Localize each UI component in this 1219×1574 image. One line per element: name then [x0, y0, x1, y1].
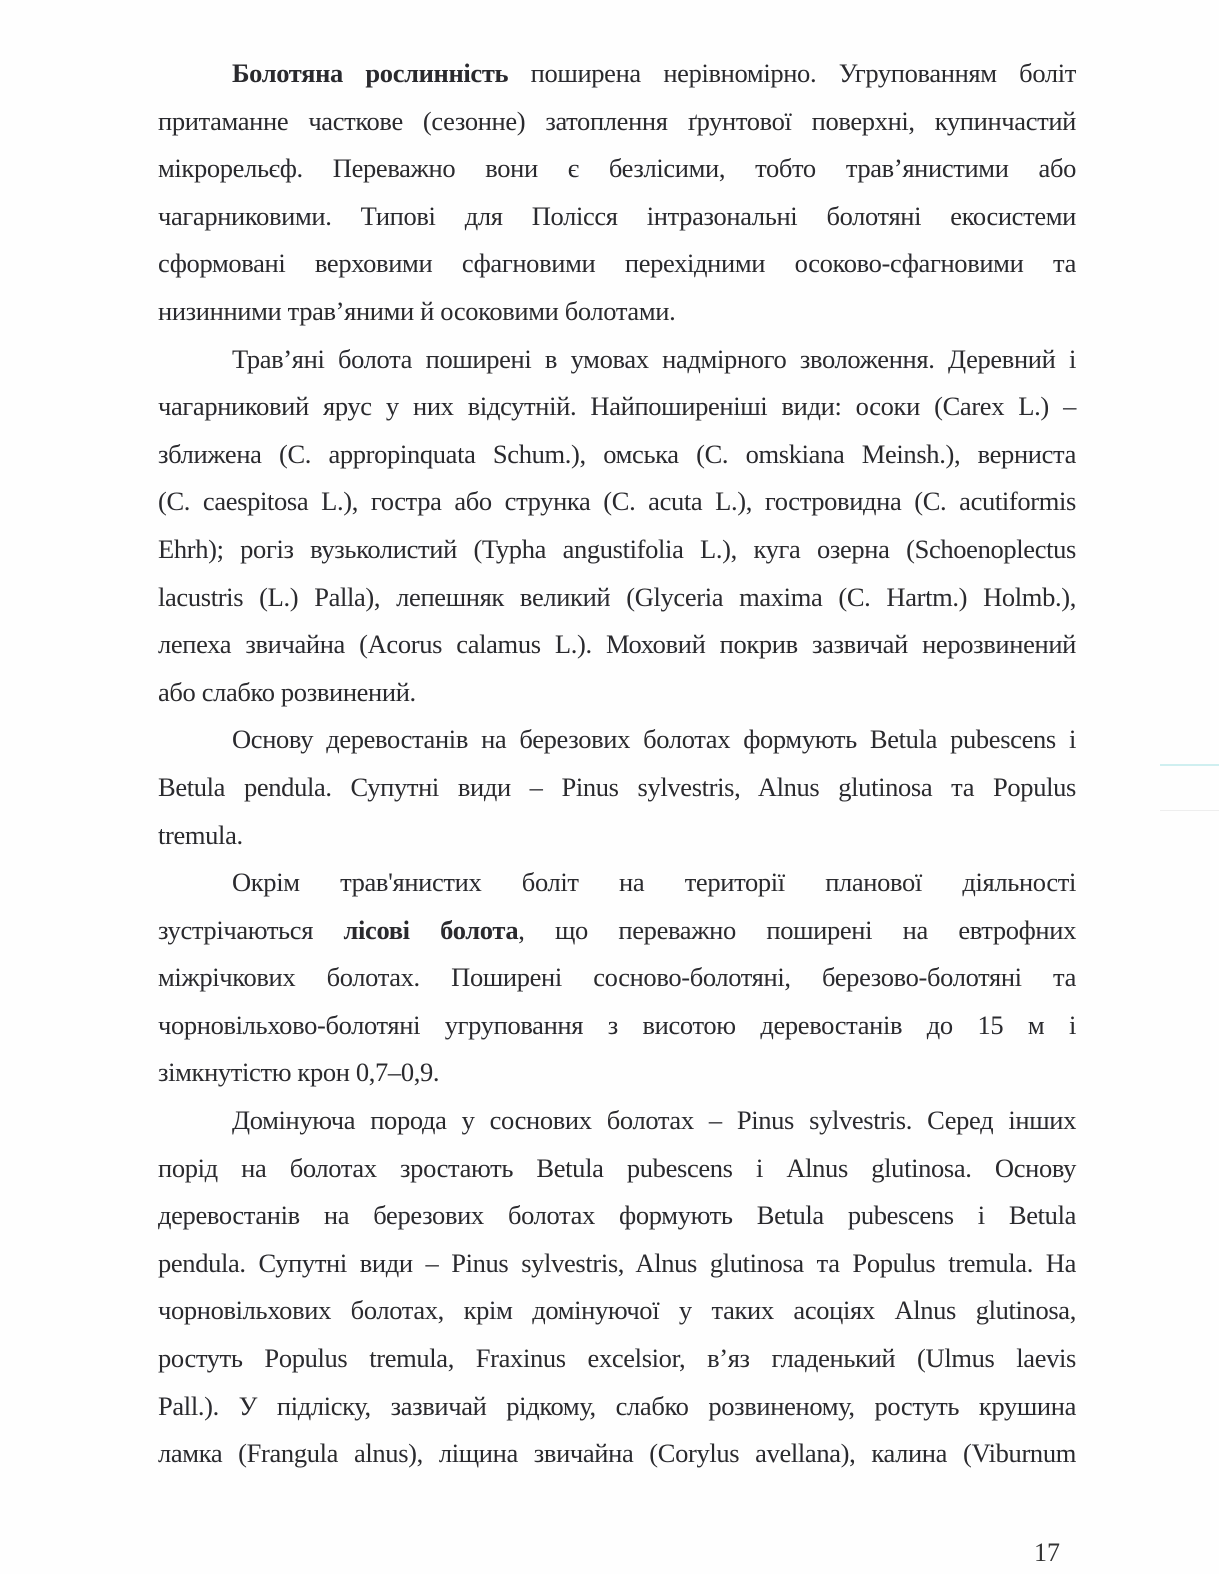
- text-line: порід на болотах зростають Betula pubescens і Alnus glutinosa. Основу: [158, 1152, 1076, 1183]
- text-line: сформовані верховими сфагновими перехідними осоково-сфагновими та: [158, 248, 1076, 279]
- text-line: низинними трав’яними й осоковими болотами.: [158, 295, 676, 326]
- paragraph-bog-vegetation: [158, 50, 1076, 336]
- text-line: лепеха звичайна (Acorus calamus L.). Моховий покрив зазвичай нерозвинений: [158, 629, 1076, 660]
- text-line: ростуть Populus tremula, Fraxinus excelsior, в’яз гладенький (Ulmus laevis: [158, 1343, 1076, 1374]
- paragraph-pine-bogs: [158, 1097, 1076, 1478]
- scan-artifact: [1160, 764, 1219, 766]
- paragraph-grass-bogs: [158, 336, 1076, 717]
- text-line: (C. caespitosa L.), гостра або струнка (C. acuta L.), гостровидна (C. acutiformis: [158, 486, 1076, 517]
- text-line: зімкнутістю крон 0,7–0,9.: [158, 1057, 440, 1088]
- page-number: 17: [1034, 1538, 1060, 1567]
- text-line: pendula. Супутні види – Pinus sylvestris, Alnus glutinosa та Populus tremula. На: [158, 1247, 1076, 1278]
- text-line: або слабко розвинений.: [158, 676, 416, 707]
- text-line: Трав’яні болота поширені в умовах надмірного зволоження. Деревний і: [232, 343, 1076, 374]
- text-line: чагарниковий ярус у них відсутній. Найпоширеніші види: осоки (Carex L.) –: [158, 391, 1076, 422]
- text-line: чорновільхових болотах, крім домінуючої у таких асоціях Alnus glutinosa,: [158, 1295, 1076, 1326]
- text-run: поширена нерівномірно. Угрупованням боліт: [508, 58, 1076, 88]
- text-line: [158, 50, 1076, 98]
- paragraph-forest-bogs: [158, 859, 1076, 1097]
- text-line: Pall.). У підліску, зазвичай рідкому, слабко розвиненому, ростуть крушина: [158, 1390, 1076, 1421]
- text-line: ламка (Frangula alnus), ліщина звичайна (Corylus avellana), калина (Viburnum: [158, 1438, 1076, 1469]
- text-line: Домінуюча порода у соснових болотах – Pinus sylvestris. Серед інших: [232, 1105, 1076, 1136]
- text-line: tremula.: [158, 819, 243, 850]
- text-run: , що переважно поширені на евтрофних: [518, 914, 1076, 945]
- text-line: Основу деревостанів на березових болотах формують Betula pubescens і: [232, 724, 1076, 755]
- text-line: Окрім трав'янистих боліт на території планової діяльності: [232, 867, 1076, 898]
- bold-term: лісові болота: [343, 914, 519, 945]
- bold-term: Болотяна рослинність: [232, 58, 509, 88]
- text-run: зустрічаються: [158, 914, 344, 945]
- body-text: [158, 50, 1076, 1478]
- text-line: деревостанів на березових болотах формують Betula pubescens і Betula: [158, 1200, 1076, 1231]
- scan-artifact: [1160, 810, 1219, 811]
- text-line: чорновільхово-болотяні угруповання з висотою деревостанів до 15 м і: [158, 1009, 1076, 1040]
- text-line: мікрорельєф. Переважно вони є безлісими, тобто трав’янистими або: [158, 153, 1076, 184]
- text-line: lacustris (L.) Palla), лепешняк великий (Glyceria maxima (C. Hartm.) Holmb.),: [158, 581, 1076, 612]
- paragraph-birch-bogs: [158, 716, 1076, 859]
- text-line: Ehrh); рогіз вузьколистий (Typha angustifolia L.), куга озерна (Schoenoplectus: [158, 533, 1076, 564]
- text-line: міжрічкових болотах. Поширені сосново-болотяні, березово-болотяні та: [158, 962, 1076, 993]
- text-line: Betula pendula. Супутні види – Pinus sylvestris, Alnus glutinosa та Populus: [158, 771, 1076, 802]
- text-line: чагарниковими. Типові для Полісся інтразональні болотяні екосистеми: [158, 200, 1076, 231]
- text-line: [158, 907, 1076, 955]
- text-line: зближена (C. appropinquata Schum.), омська (C. omskiana Meinsh.), верниста: [158, 438, 1076, 469]
- text-line: притаманне часткове (сезонне) затоплення ґрунтової поверхні, купинчастий: [158, 105, 1076, 136]
